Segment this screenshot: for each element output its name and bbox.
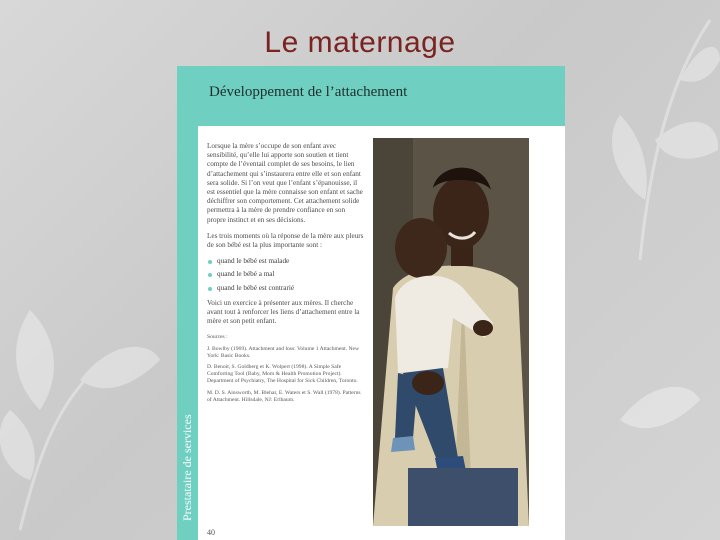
leaf-decoration-right [560,0,720,540]
side-band-label: Prestataire de services [180,414,194,521]
bullet-item: quand le bébé est contrarié [207,284,365,293]
page-number: 40 [207,528,215,537]
slide-title: Le maternage [264,26,456,59]
page-header-title: Développement de l’attachement [209,84,408,100]
source-entry: D. Benoit, S. Goldberg et K. Wolpert (1998). A Simple Safe Comforting Tool (Baby, Mom & Health Promotion Project). Department of Psychiatry, The Hospital for Sick Children, Toronto. [207,364,358,385]
paragraph-intro: Lorsque la mère s’occupe de son enfant avec sensibilité, qu’elle lui apporte son soutien et tient compte de l’éventail complet de ses besoins, le lien d’attachement qui s’instaurera entre elle et son enfant sera solide. Si l’on veut que l’enfant s’épanouisse, il est essentiel que la mère connaisse son enfant et sache déchiffrer son comportement. Cet attachement solide permettra à la mère de prendre confiance en son propre instinct et en ses décisions. [207,142,363,224]
paragraph-exercise: Voici un exercice à présenter aux mères. Il cherche avant tout à renforcer les liens d’attachement entre la mère et son petit enfant. [207,298,360,326]
sources-block [207,334,365,404]
page-header-band [177,66,565,126]
mother-and-baby-photo [373,138,529,526]
bullet-list [207,257,365,293]
photo-illustration [373,138,529,526]
source-entry: J. Bowlby (1969). Attachment and loss: Volume 1 Attachment. New York: Basic Books. [207,345,360,359]
source-entry: M. D. S. Ainsworth, M. Blehar, E. Waters et S. Wall (1978). Patterns of Attachment. Hillsdale, NJ: Erlbaum. [207,389,361,403]
bullet-item: quand le bébé a mal [207,270,365,279]
sources-label: Sources : [207,334,228,341]
leaf-decoration-left [0,150,170,540]
bullet-item: quand le bébé est malade [207,257,365,266]
body-text [207,142,365,408]
paragraph-moments: Les trois moments où la réponse de la mère aux pleurs de son bébé est la plus importante sont : [207,231,364,250]
document-page [177,66,565,540]
